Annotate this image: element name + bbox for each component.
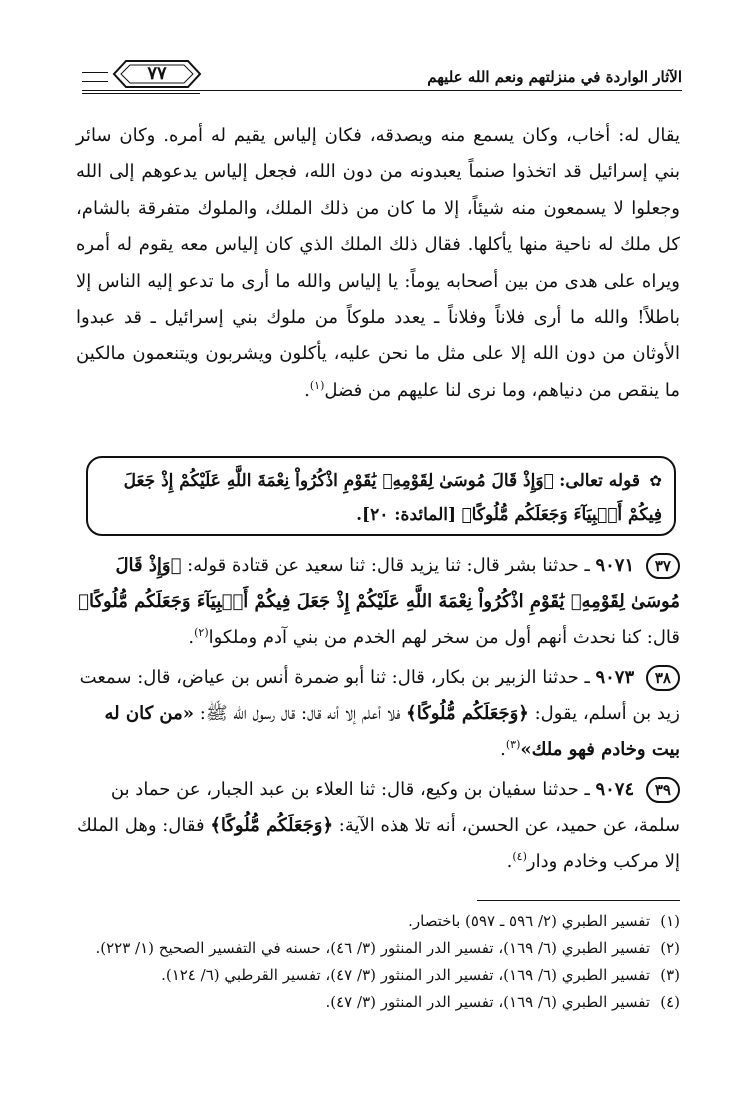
verse-text: ﴿وَإِذْ قَالَ مُوسَىٰ لِقَوْمِهِۦ يَٰقَوْمِ اذْكُرُواْ نِعْمَةَ اللَّهِ عَلَيْكُمْ إِذْ جَعَلَ فِيكُمْ أَنۢبِيَآءَ وَجَعَلَكُم مُّلُوكًا﴾ xyxy=(78,555,680,612)
footnote-ref: (٤) xyxy=(512,850,527,863)
verse-text: ﴿وَإِذْ قَالَ مُوسَىٰ لِقَوْمِهِۦ يَٰقَوْمِ اذْكُرُواْ نِعْمَةَ اللَّهِ عَلَيْكُمْ إِذْ جَعَلَ فِيكُمْ أَنۢبِيَآءَ وَجَعَلَكُم مُّلُوكًا﴾ xyxy=(123,471,662,525)
page-number-badge xyxy=(112,58,202,90)
footnote: (٢) تفسير الطبري (٦/ ١٦٩)، تفسير الدر المنثور (٣/ ٤٦)، حسنه في التفسير الصحيح (١/ ٢٢٣). xyxy=(76,935,680,962)
narration-38: ٣٨ ٩٠٧٣ ـ حدثنا الزبير بن بكار، قال: ثنا أبو ضمرة أنس بن عياض، قال: سمعت زيد بن أسلم، يقول: ﴿وَجَعَلَكُم مُّلُوكًا﴾ فلا أعلم إلا أنه قال: قال رسول الله ﷺ: «من كان له بيت وخادم فهو ملك»$^{(٣)}$. xyxy=(79,667,680,760)
flower-icon: ✿ xyxy=(649,472,662,490)
narration-number: ٩٠٧٣ xyxy=(595,667,635,688)
footnote-separator xyxy=(477,900,680,901)
footnote-ref: (٣) xyxy=(505,738,521,751)
footnote-mark: (٢) xyxy=(660,939,680,957)
paragraph: يقال له: أخاب، وكان يسمع منه ويصدقه، فكان إلياس يقيم له أمره. وكان سائر بني إسرائيل قد اتخذوا صنماً يعبدونه من دون الله، فجعل إلياس يدعوهم إلى الله وجعلوا لا يسمعون منه شيئاً، إلا ما كان من ذلك الملك، والملوك متفرقة بالشام، كل ملك له ناحية منها يأكلها. فقال ذلك الملك الذي كان إلياس معه يقوم له أمره ويراه على هدى من بين أصحابه يوماً: يا إلياس والله ما أرى ما تدعو إليه الناس إلا باطلاً! والله ما أرى فلاناً وفلاناً ـ يعدد ملوكاً من ملوك بني إسرائيل ـ قد عبدوا الأوثان من دون الله إلا على مثل ما نحن عليه، يأكلون ويشربون ويتنعمون مالكين ما ينقص من دنياهم، وما نرى لنا عليهم من فضل$^{(١)}$. xyxy=(76,125,680,401)
footnote: (٤) تفسير الطبري (٦/ ١٦٩)، تفسير الدر المنثور (٣/ ٤٧). xyxy=(76,989,680,1016)
narration-39: ٣٩ ٩٠٧٤ ـ حدثنا سفيان بن وكيع، قال: ثنا العلاء بن عبد الجبار، عن حماد بن سلمة، عن حميد، عن الحسن، أنه تلا هذه الآية: ﴿وَجَعَلَكُم مُّلُوكًا﴾ فقال: وهل الملك إلا مركب وخادم ودار$^{(٤)}$. xyxy=(76,779,680,872)
page-header xyxy=(82,60,682,94)
narration-seq-badge: ٣٧ xyxy=(646,553,680,579)
running-title: الآثار الواردة في منزلتهم ونعم الله عليهم xyxy=(427,68,682,86)
footnote-mark: (١) xyxy=(660,912,680,930)
footnotes xyxy=(76,908,680,1016)
footnote-mark: (٤) xyxy=(660,993,680,1011)
narration-number: ٩٠٧١ xyxy=(595,555,635,576)
footnote: (١) تفسير الطبري (٢/ ٥٩٦ ـ ٥٩٧) باختصار. xyxy=(76,908,680,935)
narration-seq-badge: ٣٩ xyxy=(646,777,680,803)
header-rule xyxy=(82,90,682,91)
verse-text: ﴿وَجَعَلَكُم مُّلُوكًا﴾ xyxy=(406,703,529,724)
header-rule-short xyxy=(82,93,200,94)
verse-reference: [المائدة: ٢٠]. xyxy=(356,505,457,525)
verse-intro: قوله تعالى: xyxy=(559,471,641,491)
footnote: (٣) تفسير الطبري (٦/ ١٦٩)، تفسير الدر المنثور (٣/ ٤٧)، تفسير القرطبي (٦/ ١٢٤). xyxy=(76,962,680,989)
narration-seq-badge: ٣٨ xyxy=(646,665,680,691)
verse-text: ﴿وَجَعَلَكُم مُّلُوكًا﴾ xyxy=(210,815,334,836)
page-number: ٧٧ xyxy=(147,63,167,84)
main-text xyxy=(76,118,680,409)
narration-37: ٣٧ ٩٠٧١ ـ حدثنا بشر قال: ثنا يزيد قال: ثنا سعيد عن قتادة قوله: ﴿وَإِذْ قَالَ مُوسَىٰ لِقَوْمِهِۦ يَٰقَوْمِ اذْكُرُواْ نِعْمَةَ اللَّهِ عَلَيْكُمْ إِذْ جَعَلَ فِيكُمْ أَنۢبِيَآءَ وَجَعَلَكُم مُّلُوكًا﴾ قال: كنا نحدث أنهم أول من سخر لهم الخدم من بني آدم وملكوا$^{(٢)}$. xyxy=(78,555,680,648)
hadith-quote: «من كان له بيت وخادم فهو ملك» xyxy=(104,703,680,760)
page-number-ornament-lines xyxy=(82,72,108,82)
footnote-mark: (٣) xyxy=(660,966,680,984)
footnote-ref: (٢) xyxy=(194,626,209,639)
footnote-ref: (١) xyxy=(309,378,325,392)
verse-box xyxy=(86,456,676,536)
narration-number: ٩٠٧٤ xyxy=(595,779,635,800)
